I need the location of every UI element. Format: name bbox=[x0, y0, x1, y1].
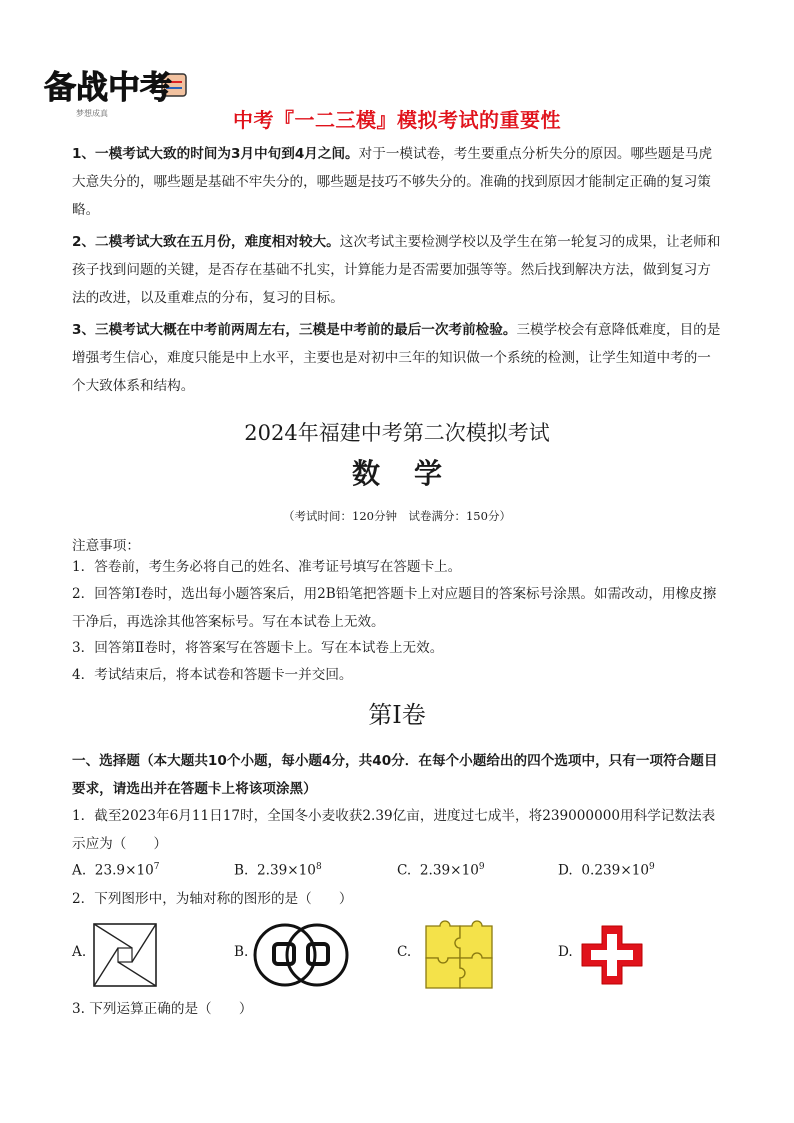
intro-p3-bold: 3、三模考试大概在中考前两周左右，三模是中考前的最后一次考前检验。 bbox=[72, 322, 517, 338]
q1-d-exp: 9 bbox=[649, 862, 655, 872]
q2-c-label: C. bbox=[397, 944, 412, 960]
volume-title: 第Ⅰ卷 bbox=[368, 701, 426, 729]
note-3: 3．回答第Ⅱ卷时，将答案写在答题卡上。写在本试卷上无效。 bbox=[72, 640, 444, 656]
note-2: 2．回答第Ⅰ卷时，选出每小题答案后，用2B铅笔把答题卡上对应题目的答案标号涂黑。如需改动，用橡皮擦干净后，再选涂其他答案标号。写在本试卷上无效。 bbox=[72, 586, 717, 630]
q2-a-label: A. bbox=[72, 944, 87, 960]
q1-a-label: A. bbox=[72, 862, 87, 879]
page-title: 中考『一二三模』模拟考试的重要性 bbox=[233, 108, 561, 132]
q1-b-base: 2.39×10 bbox=[256, 862, 316, 879]
q2-b-label: B. bbox=[234, 944, 249, 960]
q1-a-base: 23.9×10 bbox=[94, 862, 154, 879]
logo-subtext: 梦想成真 bbox=[76, 109, 108, 118]
q1-d-base: 0.239×10 bbox=[581, 862, 650, 879]
intro-paragraph-1 bbox=[72, 140, 724, 224]
note-1: 1．答卷前，考生务必将自己的姓名、准考证号填写在答题卡上。 bbox=[72, 559, 462, 575]
q2-figure-c-puzzle-icon[interactable] bbox=[422, 920, 496, 990]
question-1-stem: 1．截至2023年6月11日17时，全国冬小麦收获2.39亿亩，进度过七成半，将239000000用科学记数法表示应为（ ） bbox=[72, 808, 716, 852]
q1-c-exp: 9 bbox=[478, 862, 485, 872]
intro-p2-text: 这次考试主要检测学校以及学生在第一轮复习的成果，让老师和孩子找到问题的关键，是否存在基础不扎实，计算能力是否需要加强等等。然后找到解决方法，做到复习方法的改进，以及重难点的分布，复习的目标。 bbox=[72, 234, 721, 306]
intro-p1-text: 对于一模试卷，考生要重点分析失分的原因。哪些题是马虎大意失分的，哪些题是基础不牢失分的，哪些题是技巧不够失分的。准确的找到原因才能制定正确的复习策略。 bbox=[72, 146, 713, 218]
notes-heading: 注意事项： bbox=[72, 538, 140, 554]
exam-subject: 数学 bbox=[351, 457, 476, 490]
q1-d-label: D. bbox=[558, 862, 573, 879]
note-4: 4．考试结束后，将本试卷和答题卡一并交回。 bbox=[72, 667, 353, 683]
exam-time-info: （考试时间：120分钟 试卷满分：150分） bbox=[283, 509, 511, 523]
logo-text: 备战中考 bbox=[44, 68, 173, 106]
q1-option-d[interactable] bbox=[558, 862, 655, 879]
q1-option-b[interactable] bbox=[234, 862, 322, 879]
intro-paragraph-2 bbox=[72, 228, 724, 312]
q1-b-exp: 8 bbox=[315, 862, 322, 872]
q1-a-exp: 7 bbox=[153, 862, 160, 872]
exam-title: 2024年福建中考第二次模拟考试 bbox=[244, 421, 550, 445]
q2-figure-b-coins-icon[interactable] bbox=[252, 922, 350, 988]
intro-p3-text: 三模学校会有意降低难度，目的是增强考生信心，难度只能是中上水平，主要也是对初中三年的知识做一个系统的检测，让学生知道中考的一个大致体系和结构。 bbox=[72, 322, 721, 394]
question-3-stem: 3. 下列运算正确的是（ ） bbox=[72, 1001, 253, 1017]
question-2-stem: 2．下列图形中，为轴对称的图形的是（ ） bbox=[72, 891, 353, 907]
q2-figures bbox=[72, 920, 724, 990]
intro-p1-bold: 1、一模考试大致的时间为3月中旬到4月之间。 bbox=[72, 146, 359, 162]
q1-c-label: C. bbox=[397, 862, 412, 879]
intro-p2-bold: 2、二模考试大致在五月份，难度相对较大。 bbox=[72, 234, 340, 250]
q1-option-a[interactable] bbox=[72, 862, 160, 879]
intro-paragraph-3 bbox=[72, 316, 724, 400]
q2-d-label: D. bbox=[558, 944, 573, 960]
q1-b-label: B. bbox=[234, 862, 249, 879]
section-heading: 一、选择题（本大题共10个小题，每小题4分，共40分．在每个小题给出的四个选项中，只有一项符合题目要求，请选出并在答题卡上将该项涂黑） bbox=[72, 753, 718, 797]
q2-figure-d-red-cross-icon[interactable] bbox=[580, 924, 644, 986]
q1-c-base: 2.39×10 bbox=[419, 862, 479, 879]
q2-figure-a-pinwheel-icon[interactable] bbox=[92, 922, 158, 988]
q1-option-c[interactable] bbox=[397, 862, 485, 879]
